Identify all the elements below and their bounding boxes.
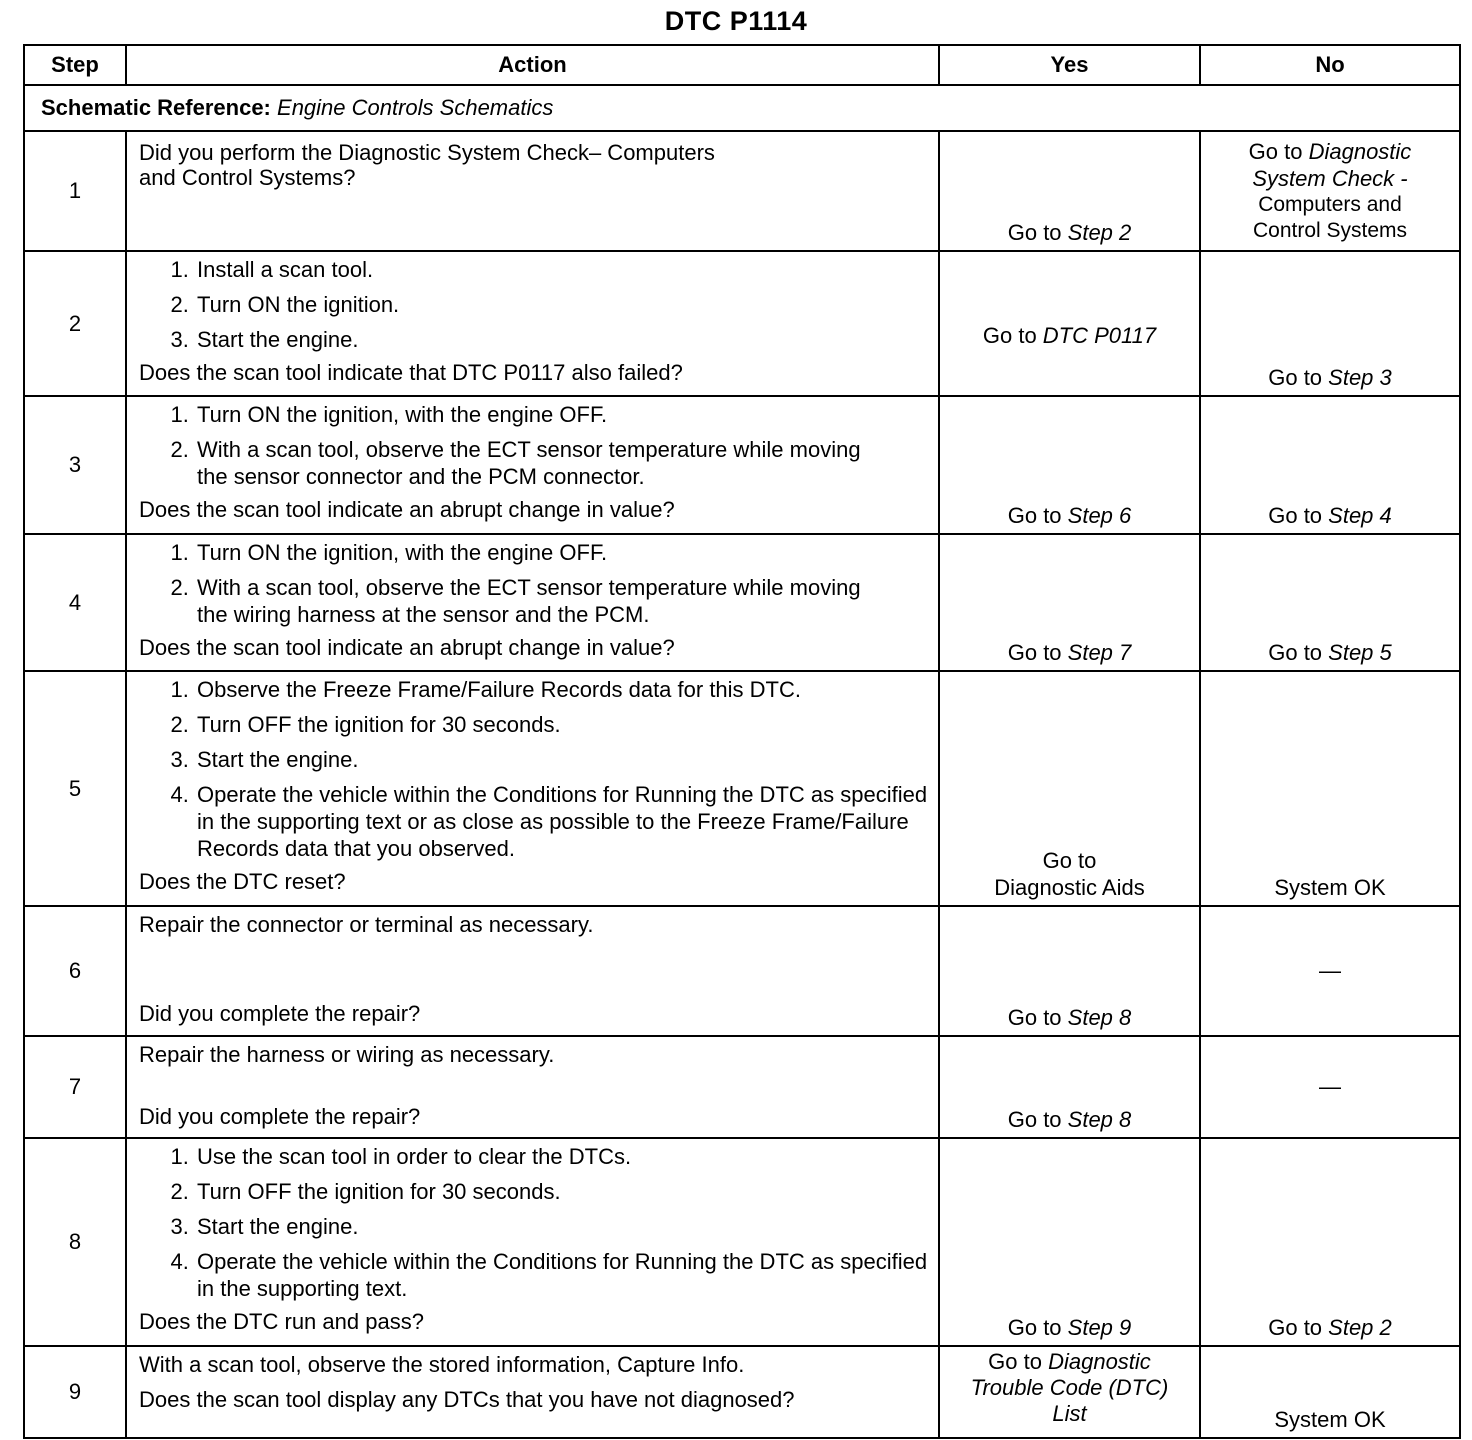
list-item: 1. Turn ON the ignition, with the engine OFF.: [195, 539, 928, 566]
action-cell: [126, 671, 939, 906]
no-link: Step 3: [1328, 365, 1392, 390]
header-step: Step: [24, 45, 126, 85]
page-title: DTC P1114: [664, 6, 808, 36]
no-cell: [1200, 251, 1460, 396]
action-question: Does the scan tool indicate that DTC P0117 also failed?: [139, 360, 683, 385]
action-list: [139, 676, 928, 862]
yes-text: Go to: [1042, 848, 1097, 873]
list-item: 2. Turn OFF the ignition for 30 seconds.: [195, 1178, 928, 1205]
action-cell: [126, 396, 939, 534]
action-list: [139, 256, 928, 353]
header-no: No: [1200, 45, 1460, 85]
no-cell: [1200, 906, 1460, 1036]
table-row: [24, 906, 1460, 1036]
action-list: [139, 401, 928, 490]
yes-prefix: Go to: [982, 323, 1043, 348]
yes-cell: [939, 131, 1200, 251]
action-text: and Control Systems?: [139, 165, 356, 190]
action-text: Repair the connector or terminal as necessary.: [139, 912, 594, 937]
yes-prefix: Go to: [1007, 640, 1068, 665]
step-number: 3: [24, 396, 126, 534]
list-item: 2. With a scan tool, observe the ECT sensor temperature while moving the wiring harness at the sensor and the PCM.: [195, 574, 928, 628]
no-prefix: Go to: [1268, 640, 1329, 665]
action-cell: [126, 131, 939, 251]
table-row: [24, 1036, 1460, 1138]
no-text: Control Systems: [1252, 219, 1408, 242]
action-question: Does the DTC reset?: [139, 869, 346, 894]
yes-link: Trouble Code (DTC): [970, 1375, 1169, 1400]
yes-link: Step 8: [1067, 1107, 1132, 1132]
schematic-row: [24, 85, 1460, 131]
no-dash: —: [1319, 1073, 1341, 1099]
no-link: System Check -: [1252, 166, 1408, 191]
table-row: [24, 131, 1460, 251]
action-cell: [126, 906, 939, 1036]
yes-prefix: Go to: [1007, 220, 1068, 245]
yes-link: List: [1052, 1401, 1087, 1426]
header-yes: Yes: [939, 45, 1200, 85]
no-cell: [1200, 1138, 1460, 1346]
list-item: 3. Start the engine.: [195, 746, 928, 773]
list-item: 4. Operate the vehicle within the Conditions for Running the DTC as specified in the supporting text or as close as possible to the Freeze Frame/Failure Records data that you observed.: [195, 781, 928, 862]
yes-link: Step 2: [1067, 220, 1132, 245]
no-prefix: Go to: [1268, 1315, 1329, 1340]
list-item: 2. Turn ON the ignition.: [195, 291, 928, 318]
yes-cell: [939, 251, 1200, 396]
step-number: 1: [24, 131, 126, 251]
header-row: [24, 45, 1460, 85]
diagnostic-table: [23, 44, 1461, 1439]
action-text: With a scan tool, observe the stored information, Capture Info.: [139, 1352, 745, 1377]
action-question: Does the scan tool display any DTCs that you have not diagnosed?: [139, 1387, 795, 1412]
schematic-reference: [24, 85, 1460, 131]
list-item: 1. Observe the Freeze Frame/Failure Records data for this DTC.: [195, 676, 928, 703]
table-row: [24, 1346, 1460, 1438]
yes-cell: [939, 1036, 1200, 1138]
table-row: [24, 534, 1460, 671]
yes-link: Step 9: [1067, 1315, 1132, 1340]
no-prefix: Go to: [1248, 139, 1309, 164]
step-number: 6: [24, 906, 126, 1036]
no-text: System OK: [1274, 1407, 1386, 1432]
action-question: Did you complete the repair?: [139, 1001, 421, 1026]
yes-link: Step 8: [1067, 1005, 1132, 1030]
action-cell: [126, 1036, 939, 1138]
schematic-value: Engine Controls Schematics: [277, 95, 554, 120]
header-action: Action: [126, 45, 939, 85]
no-link: Step 4: [1328, 503, 1392, 528]
yes-prefix: Go to: [1007, 1315, 1068, 1340]
no-text: System OK: [1274, 875, 1386, 900]
action-list: [139, 1143, 928, 1302]
step-number: 4: [24, 534, 126, 671]
no-link: Step 5: [1328, 640, 1392, 665]
step-number: 2: [24, 251, 126, 396]
table-row: [24, 671, 1460, 906]
action-question: Does the scan tool indicate an abrupt change in value?: [139, 497, 675, 522]
table-row: [24, 1138, 1460, 1346]
list-item: 2. Turn OFF the ignition for 30 seconds.: [195, 711, 928, 738]
action-cell: [126, 1346, 939, 1438]
list-item: 3. Start the engine.: [195, 1213, 928, 1240]
list-item: 3. Start the engine.: [195, 326, 928, 353]
yes-cell: [939, 671, 1200, 906]
no-cell: [1200, 1036, 1460, 1138]
no-cell: [1200, 1346, 1460, 1438]
schematic-label: Schematic Reference:: [41, 95, 271, 120]
action-question: Does the scan tool indicate an abrupt change in value?: [139, 635, 675, 660]
yes-prefix: Go to: [1007, 503, 1068, 528]
yes-cell: [939, 534, 1200, 671]
list-item: 4. Operate the vehicle within the Conditions for Running the DTC as specified in the supporting text.: [195, 1248, 928, 1302]
yes-text: Diagnostic Aids: [994, 875, 1145, 900]
step-number: 5: [24, 671, 126, 906]
action-cell: [126, 251, 939, 396]
list-item: 2. With a scan tool, observe the ECT sensor temperature while moving the sensor connector and the PCM connector.: [195, 436, 928, 490]
no-prefix: Go to: [1268, 503, 1329, 528]
no-cell: [1200, 131, 1460, 251]
yes-cell: [939, 906, 1200, 1036]
table-row: [24, 251, 1460, 396]
yes-link: Step 6: [1067, 503, 1132, 528]
yes-cell: [939, 1138, 1200, 1346]
action-cell: [126, 1138, 939, 1346]
action-text: Did you perform the Diagnostic System Check– Computers: [139, 140, 715, 165]
step-number: 7: [24, 1036, 126, 1138]
action-list: [139, 539, 928, 628]
no-dash: —: [1319, 957, 1341, 983]
action-cell: [126, 534, 939, 671]
no-cell: [1200, 396, 1460, 534]
no-link: Diagnostic: [1308, 139, 1412, 164]
yes-prefix: Go to: [1007, 1107, 1068, 1132]
list-item: 1. Use the scan tool in order to clear the DTCs.: [195, 1143, 928, 1170]
table-row: [24, 396, 1460, 534]
no-prefix: Go to: [1268, 365, 1329, 390]
list-item: 1. Install a scan tool.: [195, 256, 928, 283]
step-number: 9: [24, 1346, 126, 1438]
yes-link: Step 7: [1067, 640, 1132, 665]
action-question: Did you complete the repair?: [139, 1104, 421, 1129]
yes-cell: [939, 1346, 1200, 1438]
yes-cell: [939, 396, 1200, 534]
yes-link: DTC P0117: [1042, 323, 1157, 348]
yes-link: Diagnostic: [1048, 1349, 1151, 1374]
yes-prefix: Go to: [988, 1349, 1049, 1374]
no-cell: [1200, 534, 1460, 671]
no-link: Step 2: [1328, 1315, 1392, 1340]
no-text: Computers and: [1258, 193, 1402, 216]
action-question: Does the DTC run and pass?: [139, 1309, 424, 1334]
action-text: Repair the harness or wiring as necessary.: [139, 1042, 555, 1067]
list-item: 1. Turn ON the ignition, with the engine OFF.: [195, 401, 928, 428]
no-cell: [1200, 671, 1460, 906]
step-number: 8: [24, 1138, 126, 1346]
yes-prefix: Go to: [1007, 1005, 1068, 1030]
